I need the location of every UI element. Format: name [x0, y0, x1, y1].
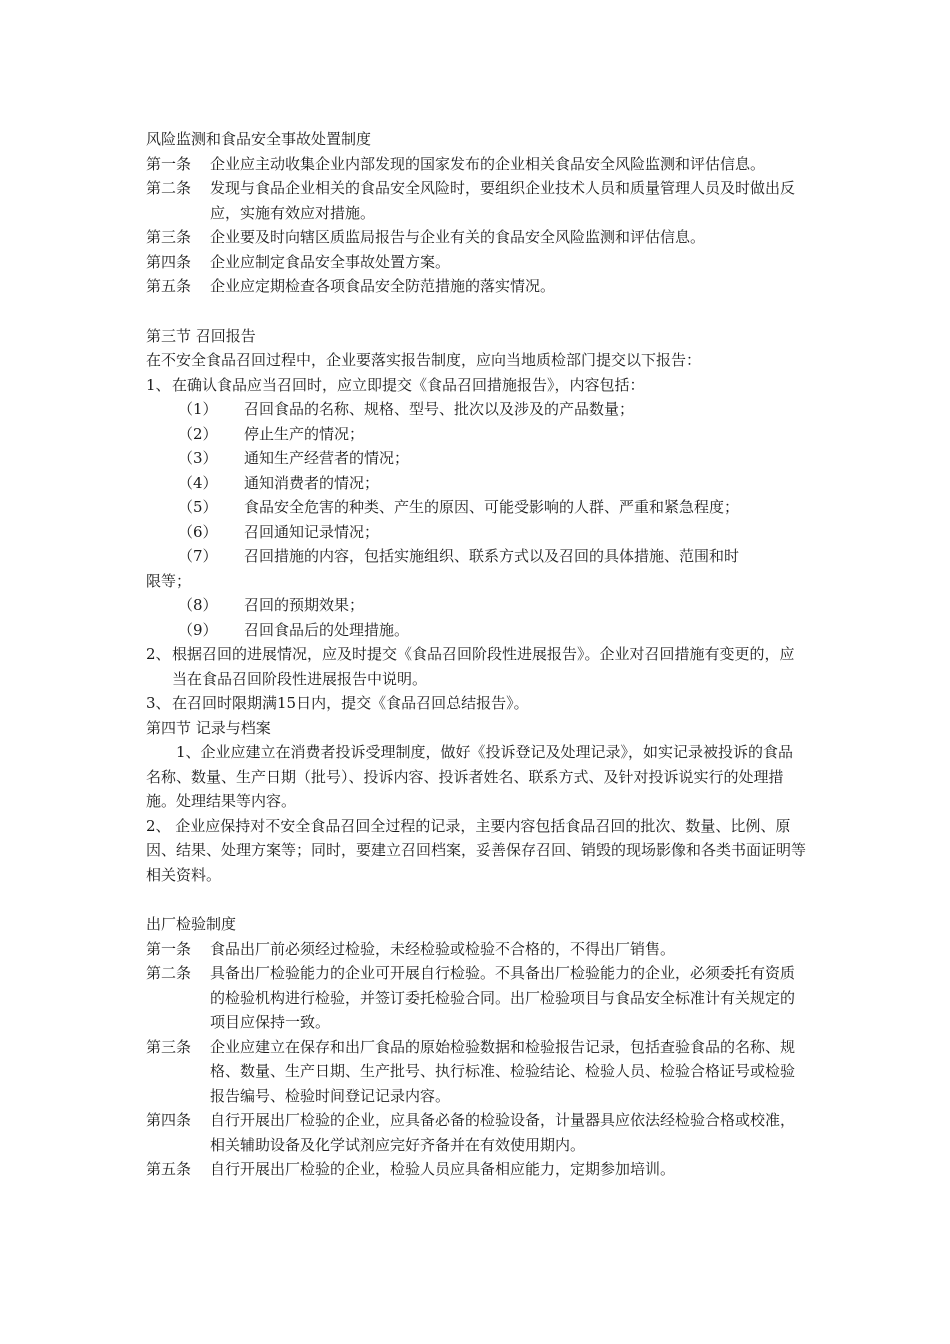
sub-item: [146, 422, 806, 447]
article-row: [146, 176, 806, 225]
article-label: 第一条: [146, 154, 192, 173]
article-row: [146, 961, 806, 1035]
records-paragraph-2: 2、 企业应保持对不安全食品召回全过程的记录，主要内容包括食品召回的批次、数量、比例、原因、结果、处理方案等；同时，要建立召回档案，妥善保存召回、销毁的现场影像和各类书面证明等相关资料。: [146, 816, 807, 884]
sub-item-label: （4）: [178, 473, 218, 492]
sub-item-continuation: 限等；: [146, 571, 192, 590]
sub-item-label: （7）: [178, 547, 218, 565]
article-text: 发现与食品企业相关的食品安全风险时，要组织企业技术人员和质量管理人员及时做出反应，实施有效应对措施。: [210, 179, 796, 222]
sub-item-label: （5）: [178, 498, 218, 516]
article-row: [146, 1108, 806, 1157]
section-title-records: 第四节 记录与档案: [146, 718, 271, 737]
sub-item-text: 召回措施的内容，包括实施组织、联系方式以及召回的具体措施、范围和时: [244, 547, 740, 565]
numbered-item: [146, 642, 806, 691]
numbered-item: [146, 373, 806, 398]
article-text: 自行开展出厂检验的企业，应具备必备的检验设备，计量器具应依法经检验合格或校准，相关辅助设备及化学试剂应完好齐备并在有效使用期内。: [210, 1111, 796, 1154]
item-number: 2、: [146, 645, 171, 663]
sub-item: [146, 397, 806, 422]
article-text: 具备出厂检验能力的企业可开展自行检验。不具备出厂检验能力的企业，必须委托有资质的检验机构进行检验，并签订委托检验合同。出厂检验项目与食品安全标准计有关规定的项目应保持一致。: [210, 964, 796, 1031]
article-row: [146, 1035, 806, 1109]
article-label: 第三条: [146, 228, 192, 246]
article-label: 第五条: [146, 1160, 192, 1178]
item-number: 3、: [146, 694, 171, 712]
article-label: 第四条: [146, 252, 192, 271]
article-text: 企业应制定食品安全事故处置方案。: [210, 252, 451, 271]
article-label: 第四条: [146, 1111, 192, 1129]
sub-item-label: （1）: [178, 400, 218, 418]
item-number: 1、: [146, 375, 171, 394]
article-row: [146, 937, 806, 962]
article-label: 第五条: [146, 277, 192, 295]
sub-item-label: （6）: [178, 522, 218, 541]
sub-item: [146, 495, 806, 520]
article-row: [146, 1157, 806, 1182]
article-text: 企业应定期检查各项食品安全防范措施的落实情况。: [210, 277, 556, 295]
records-paragraph-1: 1、企业应建立在消费者投诉受理制度，做好《投诉登记及处理记录》，如实记录被投诉的食品名称、数量、生产日期（批号）、投诉内容、投诉者姓名、联系方式、及针对投诉说实行的处理措施。处理结果等内容。: [146, 743, 794, 810]
sub-item-text: 通知消费者的情况；: [244, 473, 380, 492]
sub-item-text: 停止生产的情况；: [244, 424, 365, 443]
sub-item-text: 食品安全危害的种类、产生的原因、可能受影响的人群、严重和紧急程度；: [244, 498, 740, 516]
article-row: [146, 225, 806, 250]
article-label: 第二条: [146, 964, 192, 982]
article-label: 第一条: [146, 939, 192, 958]
section-title-inspection: 出厂检验制度: [146, 915, 237, 933]
spacer: [146, 887, 806, 912]
article-text: 自行开展出厂检验的企业，检验人员应具备相应能力，定期参加培训。: [210, 1160, 676, 1178]
article-row: [146, 274, 806, 299]
sub-item-text: 召回食品后的处理措施。: [244, 620, 410, 639]
recall-intro: 在不安全食品召回过程中，企业要落实报告制度，应向当地质检部门提交以下报告：: [146, 351, 702, 369]
section-title-recall: 第三节 召回报告: [146, 326, 256, 345]
article-text: 企业应主动收集企业内部发现的国家发布的企业相关食品安全风险监测和评估信息。: [210, 154, 766, 173]
risk-articles: [146, 152, 806, 299]
sub-item: [146, 618, 806, 643]
article-text: 企业要及时向辖区质监局报告与企业有关的食品安全风险监测和评估信息。: [210, 228, 706, 246]
sub-item-label: （9）: [178, 620, 218, 639]
section-title-risk: 风险监测和食品安全事故处置制度: [146, 130, 372, 148]
sub-item-text: 召回的预期效果；: [244, 596, 365, 614]
article-label: 第三条: [146, 1037, 192, 1056]
sub-item: [146, 593, 806, 618]
sub-item-text: 召回通知记录情况；: [244, 522, 380, 541]
document-page: [146, 127, 806, 1182]
article-text: 食品出厂前必须经过检验，未经检验或检验不合格的，不得出厂销售。: [210, 939, 676, 958]
spacer: [146, 299, 806, 324]
article-text: 企业应建立在保存和出厂食品的原始检验数据和检验报告记录，包括查验食品的名称、规格、数量、生产日期、生产批号、执行标准、检验结论、检验人员、检验合格证号或检验报告编号、检验时间登记记录内容。: [210, 1037, 796, 1105]
sub-item: [146, 446, 806, 471]
sub-item: [146, 520, 806, 545]
article-label: 第二条: [146, 179, 192, 197]
sub-item-text: 召回食品的名称、规格、型号、批次以及涉及的产品数量；: [244, 400, 635, 418]
sub-item-label: （8）: [178, 596, 218, 614]
sub-item-label: （2）: [178, 424, 218, 443]
sub-item-text: 通知生产经营者的情况；: [244, 449, 410, 467]
sub-item: [146, 471, 806, 496]
sub-item-label: （3）: [178, 449, 218, 467]
item-text: 根据召回的进展情况，应及时提交《食品召回阶段性进展报告》。企业对召回措施有变更的，应当在食品召回阶段性进展报告中说明。: [172, 645, 795, 688]
article-row: [146, 250, 806, 275]
numbered-item: [146, 691, 806, 716]
sub-item: [146, 544, 806, 569]
item-text: 在确认食品应当召回时，应立即提交《食品召回措施报告》，内容包括：: [172, 375, 645, 394]
article-row: [146, 152, 806, 177]
item-text: 在召回时限期满15日内，提交《食品召回总结报告》。: [172, 694, 529, 712]
